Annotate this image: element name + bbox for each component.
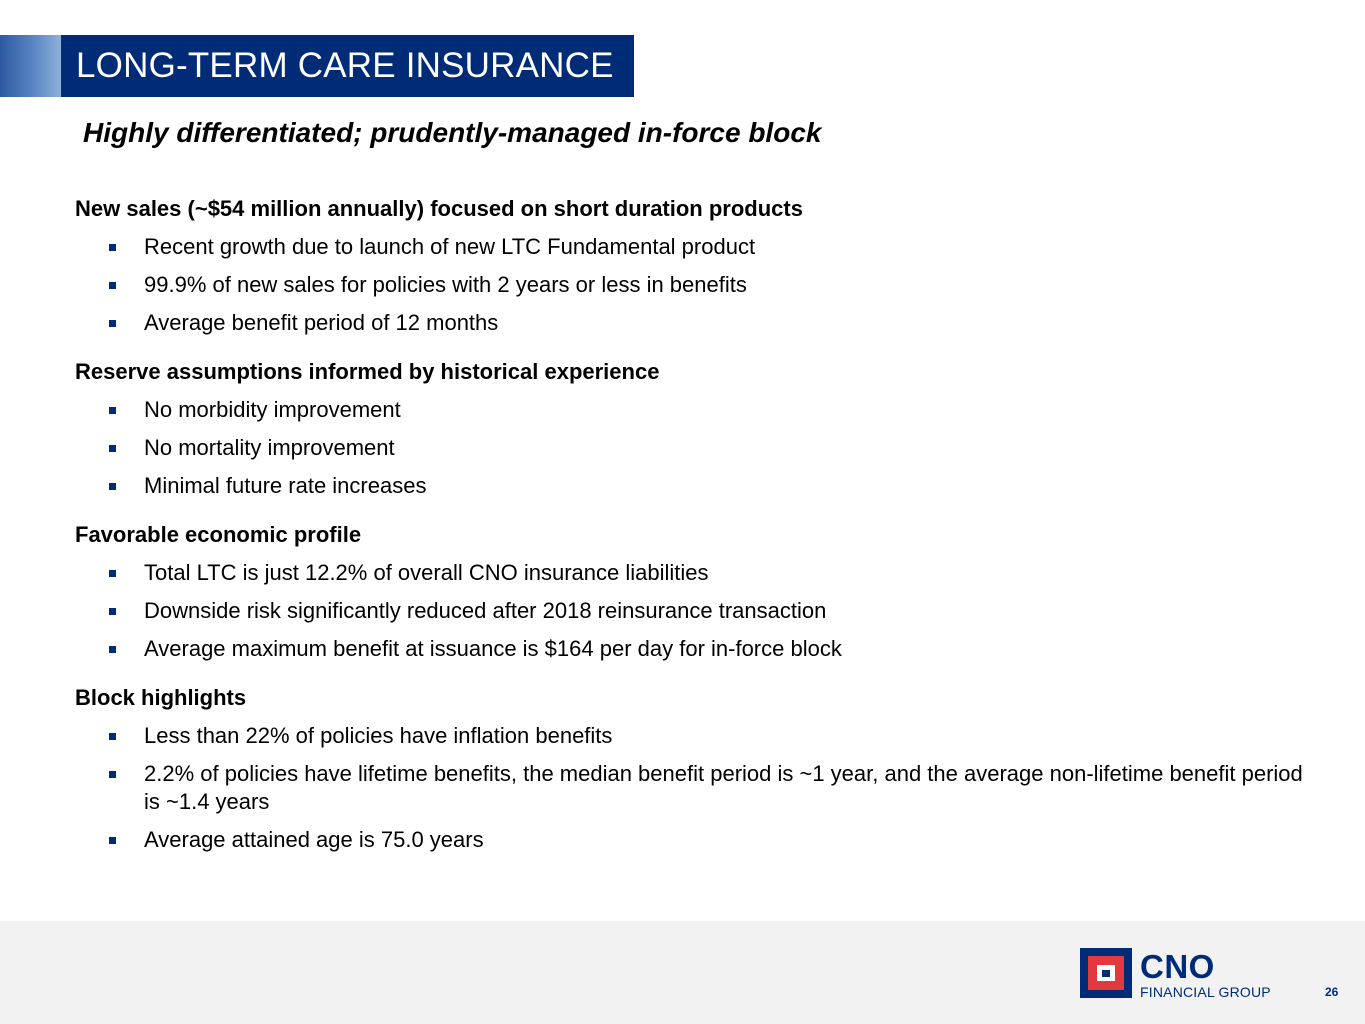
bullet-item (75, 722, 1305, 750)
section-heading: New sales (~$54 million annually) focused on short duration products (75, 196, 803, 221)
bullet-item (75, 434, 1305, 462)
bullet-text: No mortality improvement (144, 435, 395, 460)
bullet-square-icon (109, 407, 116, 414)
section-reserve-assumptions (75, 358, 1305, 500)
slide-subtitle: Highly differentiated; prudently-managed in-force block (83, 117, 822, 148)
bullet-text: Total LTC is just 12.2% of overall CNO insurance liabilities (144, 560, 709, 585)
bullet-list (75, 233, 1305, 337)
title-bar (61, 35, 634, 97)
page-number: 26 (1325, 985, 1339, 999)
cno-logo-icon (1080, 948, 1132, 998)
bullet-text: 2.2% of policies have lifetime benefits, the median benefit period is ~1 year, and the average non-lifetime benefit period is ~1.4 years (144, 761, 1303, 814)
section-economic-profile (75, 521, 1305, 663)
bullet-square-icon (109, 570, 116, 577)
bullet-item (75, 233, 1305, 261)
section-new-sales (75, 195, 1305, 337)
bullet-square-icon (109, 733, 116, 740)
bullet-item (75, 309, 1305, 337)
bullet-list (75, 396, 1305, 500)
bullet-item (75, 472, 1305, 500)
section-heading: Favorable economic profile (75, 522, 362, 547)
bullet-text: Average benefit period of 12 months (144, 310, 499, 335)
section-heading: Block highlights (75, 685, 247, 710)
bullet-list (75, 722, 1305, 854)
bullet-item (75, 760, 1305, 816)
bullet-square-icon (109, 483, 116, 490)
bullet-square-icon (109, 837, 116, 844)
bullet-item (75, 271, 1305, 299)
bullet-square-icon (109, 445, 116, 452)
bullet-item (75, 635, 1305, 663)
bullet-text: No morbidity improvement (144, 397, 401, 422)
bullet-square-icon (109, 244, 116, 251)
bullet-item (75, 559, 1305, 587)
bullet-square-icon (109, 320, 116, 327)
bullet-square-icon (109, 771, 116, 778)
bullet-item (75, 597, 1305, 625)
bullet-item (75, 396, 1305, 424)
bullet-text: 99.9% of new sales for policies with 2 years or less in benefits (144, 272, 747, 297)
bullet-item (75, 826, 1305, 854)
bullet-square-icon (109, 646, 116, 653)
bullet-square-icon (109, 282, 116, 289)
section-block-highlights (75, 684, 1305, 854)
slide-title: LONG-TERM CARE INSURANCE (76, 46, 614, 85)
bullet-list (75, 559, 1305, 663)
bullet-text: Less than 22% of policies have inflation benefits (144, 723, 613, 748)
slide-content (75, 195, 1305, 875)
section-heading: Reserve assumptions informed by historical experience (75, 359, 660, 384)
logo-name: CNO (1140, 948, 1215, 985)
bullet-square-icon (109, 608, 116, 615)
bullet-text: Recent growth due to launch of new LTC Fundamental product (144, 234, 756, 259)
title-accent-bar (0, 35, 61, 97)
cno-logo (1080, 948, 1300, 1002)
bullet-text: Minimal future rate increases (144, 473, 427, 498)
bullet-text: Downside risk significantly reduced after 2018 reinsurance transaction (144, 598, 827, 623)
bullet-text: Average maximum benefit at issuance is $164 per day for in-force block (144, 636, 842, 661)
bullet-text: Average attained age is 75.0 years (144, 827, 484, 852)
logo-tagline: FINANCIAL GROUP (1140, 984, 1271, 1000)
